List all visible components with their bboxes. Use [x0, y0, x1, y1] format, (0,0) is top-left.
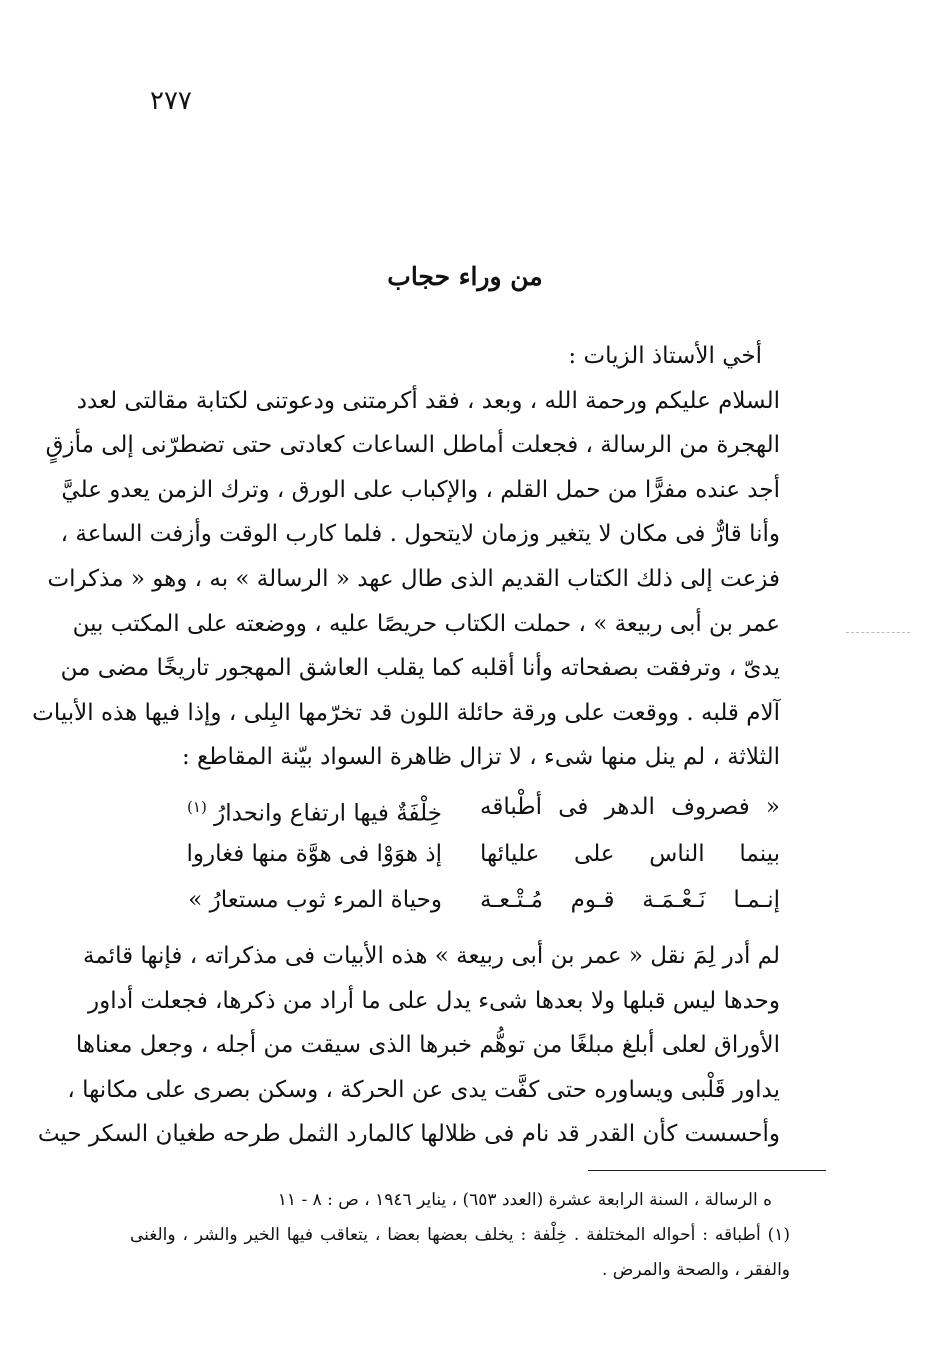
paragraph-line: وحدها ليس قبلها ولا بعدها شىء يدل على ما أراد من ذكرها، فجعلت أداور: [88, 987, 780, 1014]
page-title: من وراء حجاب: [387, 262, 543, 291]
footnote-source: ه الرسالة ، السنة الرابعة عشرة (العدد ٦٥٣) ، يناير ١٩٤٦ ، ص : ٨ - ١١: [277, 1190, 772, 1210]
poem-second-hemistich: إذ هوَوْا فى هوَّة منها فغاروا: [186, 840, 442, 867]
footnotes: [130, 1183, 790, 1288]
footnote-line: والفقر ، والصحة والمرض .: [601, 1260, 790, 1280]
poem-second-hemistich: [130, 784, 442, 837]
poem-verse: [130, 784, 780, 831]
poem-second-hemistich: وحياة المرء ثوب مستعارُ »: [188, 887, 442, 913]
paragraph-line: عمر بن أبى ربيعة » ، حملت الكتاب حريصًا عليه ، ووضعته على المكتب بين: [72, 610, 780, 637]
paragraph-line: الهجرة من الرسالة ، فجعلت أماطل الساعات كعادتى حتى تضطرّنى إلى مأزقٍ: [45, 432, 780, 459]
letter-body: [32, 334, 780, 780]
poem-verse: [130, 877, 780, 924]
poem-first-hemistich: « فصروف الدهر فى أطْباقه: [480, 794, 780, 820]
letter-body-continued: [37, 934, 780, 1157]
paragraph-line: أجد عنده مفرًّا من حمل القلم ، والإكباب على الورق ، وترك الزمن يعدو عليَّ: [61, 476, 780, 503]
salutation: أخي الأستاذ الزيات :: [568, 343, 762, 369]
paragraph-line: آلام قلبه . ووقعت على ورقة حائلة اللون قد تخرّمها البِلى ، وإذا فيها هذه الأبيات: [32, 699, 780, 726]
paragraph-line: الثلاثة ، لم ينل منها شىء ، لا تزال ظاهرة السواد بيّنة المقاطع :: [181, 744, 780, 771]
paragraph-line: وأحسست كأن القدر قد نام فى ظلالها كالمارد الثمل طرحه طغيان السكر حيث: [37, 1121, 780, 1148]
paragraph-line: وأنا قارٌّ فى مكان لا يتغير وزمان لايتحول . فلما كارب الوقت وأزفت الساعة ،: [60, 521, 780, 548]
poem-first-hemistich: بينما الناس على عليائها: [480, 840, 780, 867]
page-number: ٢٧٧: [150, 86, 192, 116]
paragraph-line: فزعت إلى ذلك الكتاب القديم الذى طال عهد « الرسالة » به ، وهو « مذكرات: [47, 565, 780, 592]
paragraph-line: السلام عليكم ورحمة الله ، وبعد ، فقد أكرمتنى ودعوتنى لكتابة مقالتى لعدد: [76, 387, 780, 414]
paragraph-line: يدىّ ، وترفقت بصفحاته وأنا أقلبه كما يقلب العاشق المهجور تاريخًا مضى من: [60, 655, 780, 682]
poem-second-text: خِلْفَةٌ فيها ارتفاع وانحدارُ: [214, 800, 442, 827]
paragraph-line: لم أدر لِمَ نقل « عمر بن أبى ربيعة » هذه الأبيات فى مذكراته ، فإنها قائمة: [83, 943, 780, 969]
footnote-line: (١) أطباقه : أحواله المختلفة . خِلْفة : يخلف بعضها بعضا ، يتعاقب فيها الخير والشر ، والغنى: [130, 1225, 790, 1245]
footnote-rule: [588, 1170, 826, 1171]
margin-mark: [846, 632, 910, 633]
paragraph-line: يداور قَلْبى ويساوره حتى كفَّت يدى عن الحركة ، وسكن بصرى على مكانها ،: [67, 1076, 780, 1103]
footnote-marker: (١): [187, 798, 207, 816]
poem: [130, 784, 780, 924]
poem-first-hemistich: إنـمـا نَـعْـمَـة قـوم مُـتْـعـة: [480, 887, 780, 913]
poem-verse: [130, 831, 780, 878]
paragraph-line: الأوراق لعلى أبلغ مبلغًا من توهُّم خبرها الذى سيقت من أجله ، وجعل معناها: [75, 1032, 780, 1059]
